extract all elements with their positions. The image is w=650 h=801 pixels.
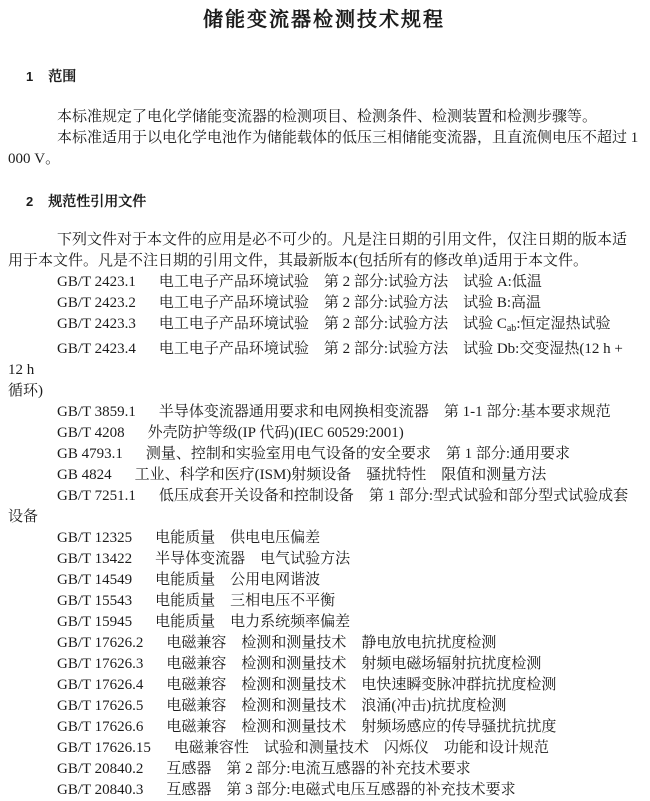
- reference-title: 外壳防护等级(IP 代码)(IEC 60529:2001): [147, 425, 404, 441]
- reference-item: [8, 633, 640, 654]
- reference-code: GB/T 14549: [57, 572, 133, 588]
- reference-item: [8, 486, 640, 528]
- reference-item: [8, 612, 640, 633]
- reference-title: 电磁兼容 检测和测量技术 浪涌(冲击)抗扰度检测: [166, 698, 507, 714]
- reference-item: [8, 528, 640, 549]
- reference-title: 电磁兼容 检测和测量技术 射频电磁场辐射抗扰度检测: [166, 656, 542, 672]
- reference-title: 电磁兼容性 试验和测量技术 闪烁仪 功能和设计规范: [173, 740, 549, 756]
- reference-item: [8, 738, 640, 759]
- references-list: [8, 272, 640, 801]
- reference-item: [8, 423, 640, 444]
- references-intro-paragraph: 下列文件对于本文件的应用是必不可少的。凡是注日期的引用文件，仅注日期的版本适用于本文件。凡是不注日期的引用文件，其最新版本(包括所有的修改单)适用于本文件。: [8, 232, 628, 269]
- reference-title: 电能质量 公用电网谐波: [155, 572, 321, 588]
- reference-code: GB/T 13422: [57, 551, 133, 567]
- reference-title: 测量、控制和实验室用电气设备的安全要求 第 1 部分:通用要求: [145, 446, 571, 462]
- reference-item: [8, 314, 640, 339]
- reference-item: [8, 759, 640, 780]
- reference-title: 电能质量 电力系统频率偏差: [155, 614, 351, 630]
- reference-code: GB/T 17626.4: [57, 677, 144, 693]
- reference-code: GB/T 15945: [57, 614, 133, 630]
- reference-title: 电工电子产品环境试验 第 2 部分:试验方法 试验 Db:交变湿热(12 h + 12 h: [8, 341, 623, 378]
- reference-code: GB/T 17626.6: [57, 719, 144, 735]
- reference-title: 电能质量 供电电压偏差: [155, 530, 321, 546]
- section-scope: [8, 70, 640, 170]
- reference-title: 半导体变流器通用要求和电网换相变流器 第 1-1 部分:基本要求规范: [158, 404, 611, 420]
- document-title: 储能变流器检测技术规程: [203, 9, 445, 31]
- reference-code: GB/T 2423.3: [57, 316, 136, 332]
- scope-paragraph: 本标准适用于以电化学电池作为储能载体的低压三相储能变流器，且直流侧电压不超过 1 000 V。: [8, 130, 639, 167]
- reference-code: GB/T 17626.3: [57, 656, 144, 672]
- reference-item: [8, 272, 640, 293]
- reference-title: 互感器 第 3 部分:电磁式电压互感器的补充技术要求: [166, 782, 516, 798]
- reference-title: 电工电子产品环境试验 第 2 部分:试验方法 试验 $C_{ab}$:恒定湿热试验: [158, 316, 611, 334]
- reference-code: GB/T 2423.1: [57, 274, 136, 290]
- reference-code: GB 4793.1: [57, 446, 123, 462]
- reference-code: GB/T 2423.4: [57, 341, 136, 357]
- reference-title: 工业、科学和医疗(ISM)射频设备 骚扰特性 限值和测量方法: [134, 467, 547, 483]
- reference-code: GB 4824: [57, 467, 112, 483]
- reference-item: [8, 696, 640, 717]
- reference-item: [8, 549, 640, 570]
- reference-title: 半导体变流器 电气试验方法: [155, 551, 351, 567]
- section-number: 1: [26, 69, 34, 84]
- reference-code: GB/T 20840.3: [57, 782, 144, 798]
- section-scope-heading: [26, 70, 640, 85]
- section-references-heading: [26, 195, 640, 210]
- reference-code: GB/T 17626.2: [57, 635, 144, 651]
- reference-code: GB/T 7251.1: [57, 488, 136, 504]
- reference-title: 互感器 第 2 部分:电流互感器的补充技术要求: [166, 761, 471, 777]
- reference-title: 电能质量 三相电压不平衡: [155, 593, 336, 609]
- reference-item: [8, 654, 640, 675]
- reference-code: GB/T 17626.15: [57, 740, 151, 756]
- reference-code: GB/T 2423.2: [57, 295, 136, 311]
- reference-item: [8, 402, 640, 423]
- reference-item: [8, 675, 640, 696]
- reference-item: [8, 780, 640, 801]
- reference-title: 电磁兼容 检测和测量技术 静电放电抗扰度检测: [166, 635, 497, 651]
- section-number: 2: [26, 194, 34, 209]
- reference-title: 电工电子产品环境试验 第 2 部分:试验方法 试验 B:高温: [158, 295, 542, 311]
- reference-code: GB/T 15543: [57, 593, 133, 609]
- reference-item: [8, 570, 640, 591]
- reference-item: [8, 465, 640, 486]
- reference-title: 电工电子产品环境试验 第 2 部分:试验方法 试验 A:低温: [158, 274, 542, 290]
- scope-paragraph: 本标准规定了电化学储能变流器的检测项目、检测条件、检测装置和检测步骤等。: [57, 109, 598, 125]
- reference-title-continuation: 循环): [8, 383, 43, 399]
- reference-title: 低压成套开关设备和控制设备 第 1 部分:型式试验和部分型式试验成套设备: [8, 488, 629, 525]
- reference-code: GB/T 4208: [57, 425, 125, 441]
- reference-code: GB/T 12325: [57, 530, 133, 546]
- reference-item: [8, 717, 640, 738]
- reference-item: [8, 293, 640, 314]
- reference-code: GB/T 17626.5: [57, 698, 144, 714]
- section-title: 范围: [48, 70, 77, 85]
- reference-item: [8, 339, 640, 402]
- reference-title: 电磁兼容 检测和测量技术 射频场感应的传导骚扰抗扰度: [166, 719, 557, 735]
- reference-title: 电磁兼容 检测和测量技术 电快速瞬变脉冲群抗扰度检测: [166, 677, 557, 693]
- reference-code: GB/T 3859.1: [57, 404, 136, 420]
- section-title: 规范性引用文件: [48, 195, 147, 210]
- reference-code: GB/T 20840.2: [57, 761, 144, 777]
- reference-item: [8, 444, 640, 465]
- section-normative-references: [8, 195, 640, 801]
- reference-item: [8, 591, 640, 612]
